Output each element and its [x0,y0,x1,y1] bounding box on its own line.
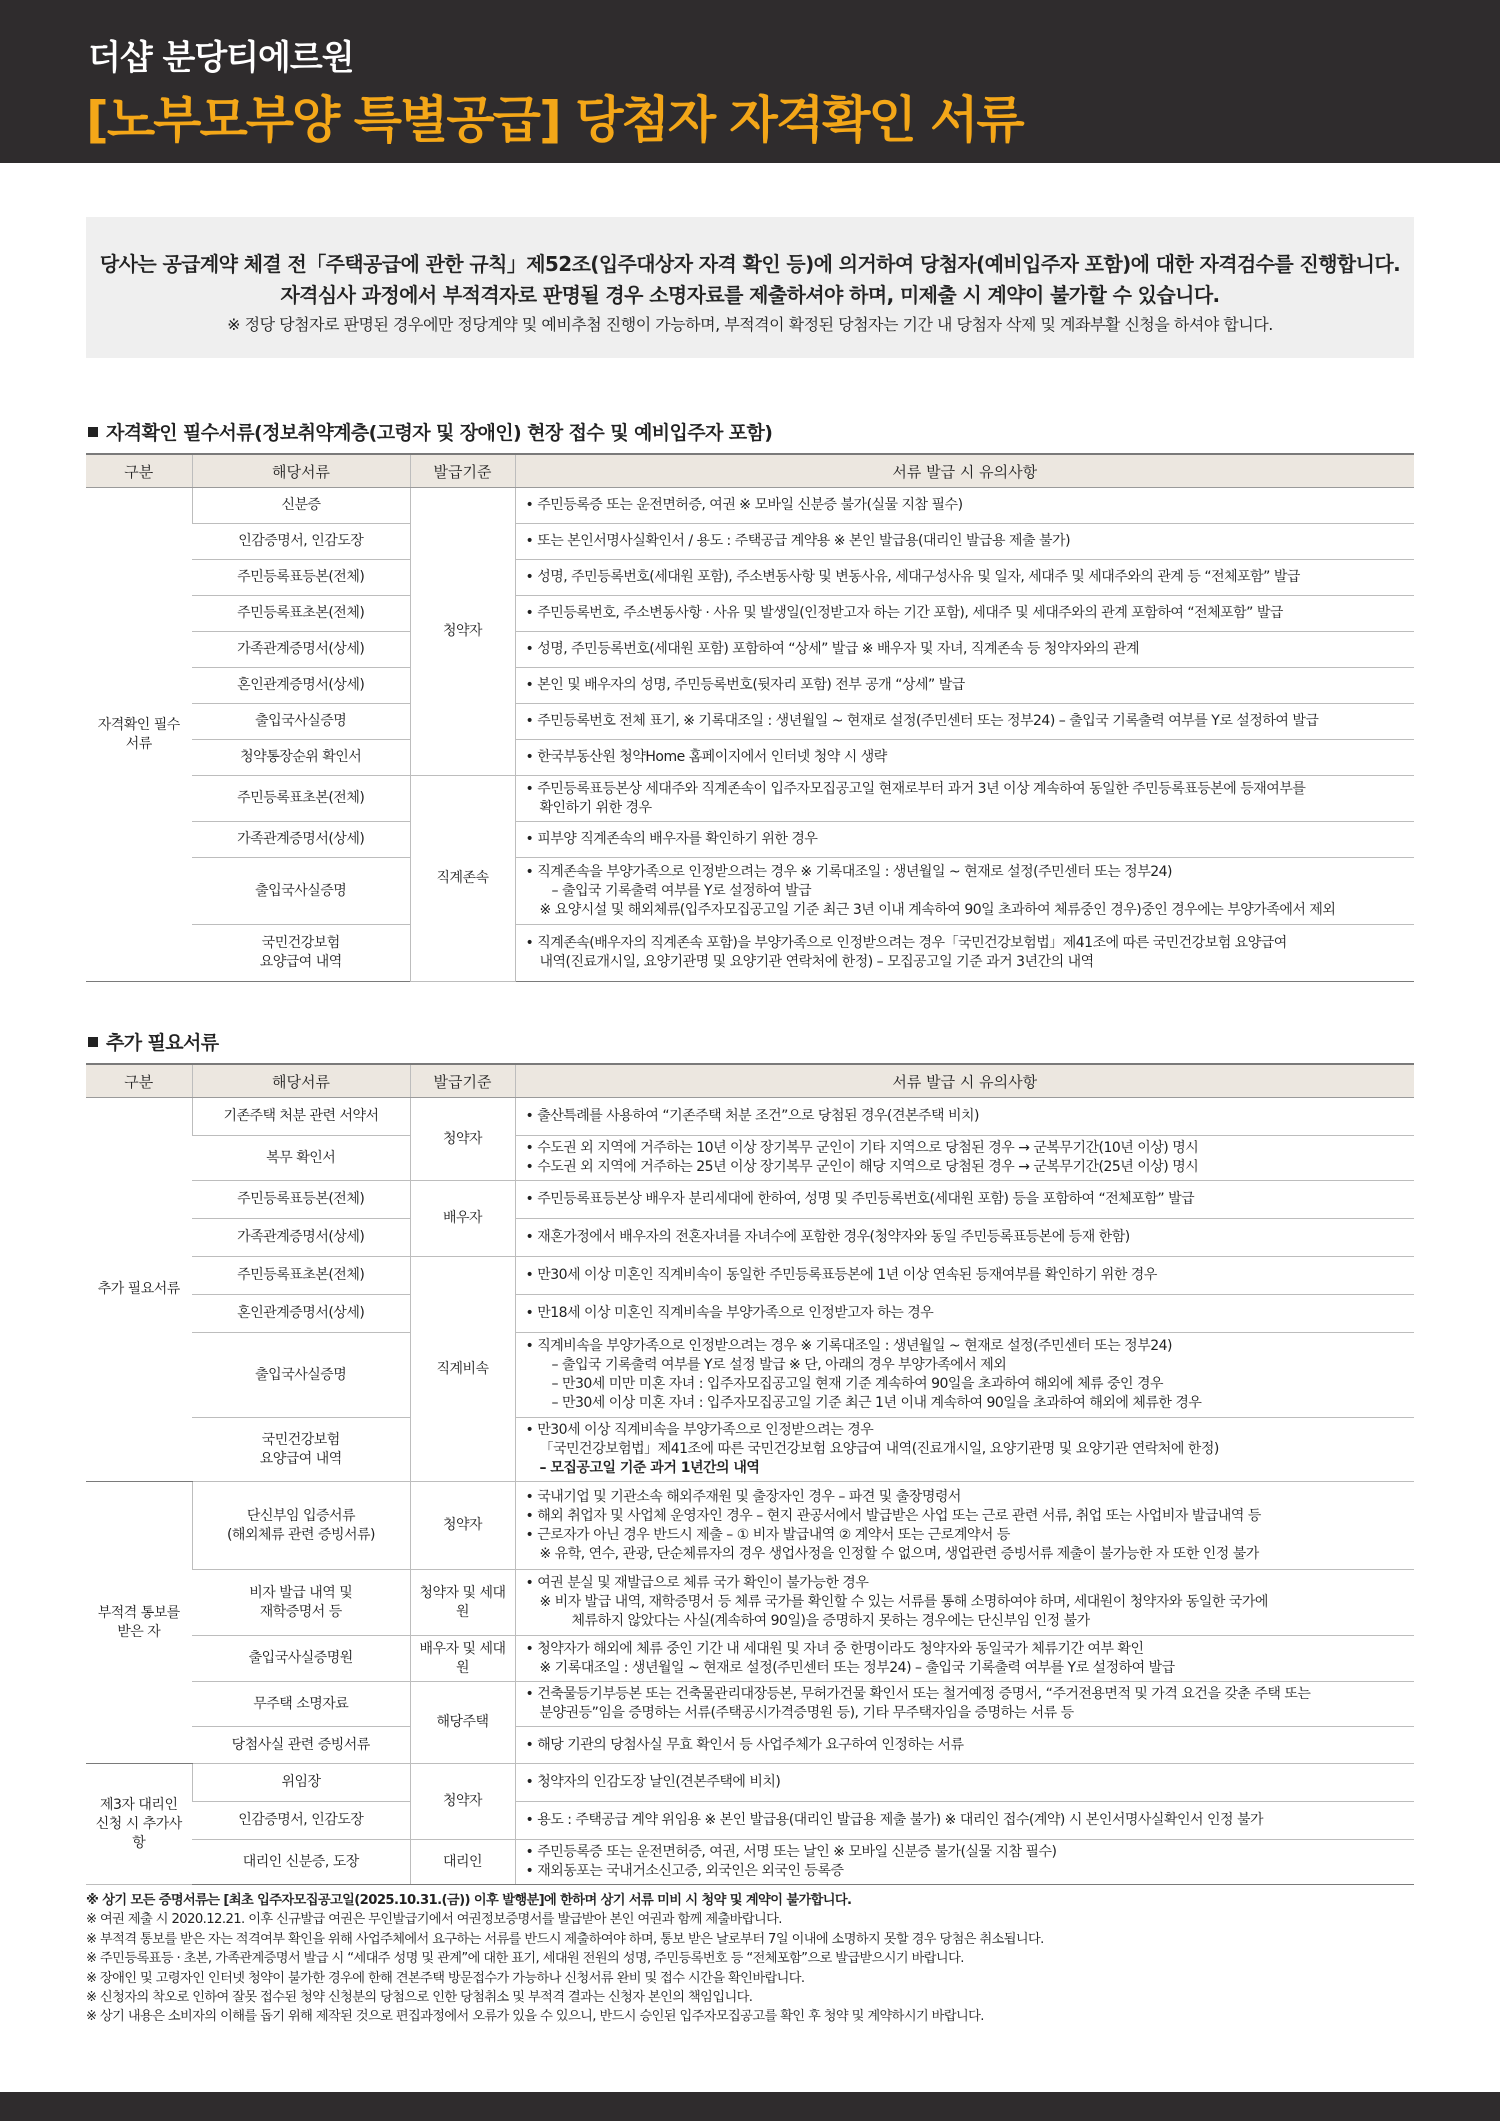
document-notes: • 피부양 직계존속의 배우자를 확인하기 위한 경우 [515,822,1414,858]
document-notes: • 주민등록표등본상 세대주와 직계존속이 입주자모집공고일 현재로부터 과거 3년 이상 계속하여 동일한 주민등록표등본에 등재여부를 확인하기 위한 경우 [515,776,1414,822]
issue-basis: 직계비속 [410,1257,515,1482]
table-row [86,1136,1414,1181]
table-row [86,1098,1414,1136]
document-notes: • 국내기업 및 기관소속 해외주재원 및 출장자인 경우 – 파견 및 출장명령서 • 해외 취업자 및 사업체 운영자인 경우 – 현지 관공서에서 발급받은 사업 또는 근로 관련 서류, 취업 또는 사업비자 발급내역 등 • 근로자가 아닌 경우 반드시 제출 – ① 비자 발급내역 ② 계약서 또는 근로계약서 등 ※ 유학, 연수, 관광, 단순체류자의 경우 생업사정을 인정할 수 없으며, 생업관련 증빙서류 제출이 불가능한 자 또한 인정 불가 [515,1482,1414,1570]
table-row [86,596,1414,632]
notice-line-3: ※ 정당 당첨자로 판명된 경우에만 정당계약 및 예비추첨 진행이 가능하며, 부적격이 확정된 당첨자는 기간 내 당첨자 삭제 및 계좌부활 신청을 하셔야 합니다. [227,315,1273,334]
document-notes: • 또는 본인서명사실확인서 / 용도 : 주택공급 계약용 ※ 본인 발급용(대리인 발급용 제출 불가) [515,524,1414,560]
issue-basis: 배우자 [410,1181,515,1257]
table-row [86,488,1414,524]
document-name: 출입국사실증명원 [192,1636,410,1682]
document-name: 주민등록표초본(전체) [192,596,410,632]
document-name: 혼인관계증명서(상세) [192,668,410,704]
issue-basis: 청약자 [410,1098,515,1181]
issue-basis: 청약자 [410,488,515,776]
table-row [86,1840,1414,1885]
document-notes: • 출산특례를 사용하여 “기존주택 처분 조건”으로 당첨된 경우(견본주택 비치) [515,1098,1414,1136]
issue-basis: 해당주택 [410,1682,515,1764]
section-1-title: 자격확인 필수서류(정보취약계층(고령자 및 장애인) 현장 접수 및 예비입주자 포함) [88,418,772,445]
document-notes: • 주민등록번호, 주소변동사항 · 사유 및 발생일(인정받고자 하는 기간 포함), 세대주 및 세대주와의 관계 포함하여 “전체포함” 발급 [515,596,1414,632]
document-name: 가족관계증명서(상세) [192,1219,410,1257]
document-name: 국민건강보험 요양급여 내역 [192,1418,410,1482]
table-row [86,668,1414,704]
document-notes: • 직계존속을 부양가족으로 인정받으려는 경우 ※ 기록대조일 : 생년월일 ~ 현재로 설정(주민센터 또는 정부24) – 출입국 기록출력 여부를 Y로 설정하여 발급 ※ 요양시설 및 해외체류(입주자모집공고일 기준 최근 3년 이내 계속하여 90일 초과하여 체류중인 경우)중인 경우에는 부양가족에서 제외 [515,858,1414,925]
document-name: 주민등록표초본(전체) [192,1257,410,1295]
document-notes: • 해당 기관의 당첨사실 무효 확인서 등 사업주체가 요구하여 인정하는 서류 [515,1727,1414,1764]
table-row [86,1418,1414,1482]
document-name: 인감증명서, 인감도장 [192,1802,410,1840]
document-name: 주민등록표등본(전체) [192,560,410,596]
footer-bar [0,2092,1500,2121]
footnote: ※ 주민등록표등 · 초본, 가족관계증명서 발급 시 “세대주 성명 및 관계”에 대한 표기, 세대원 전원의 성명, 주민등록번호 등 “전체포함”으로 발급받으시기 바랍니다. [86,1951,964,1967]
document-name: 단신부임 입증서류 (해외체류 관련 증빙서류) [192,1482,410,1570]
footnote: ※ 상기 내용은 소비자의 이해를 돕기 위해 제작된 것으로 편집과정에서 오류가 있을 수 있으니, 반드시 승인된 입주자모집공고를 확인 후 청약 및 계약하시기 바랍니다. [86,2009,984,2025]
document-name: 혼인관계증명서(상세) [192,1295,410,1333]
table-row [86,1727,1414,1764]
document-notes: • 용도 : 주택공급 계약 위임용 ※ 본인 발급용(대리인 발급용 제출 불가) ※ 대리인 접수(계약) 시 본인서명사실확인서 인정 불가 [515,1802,1414,1840]
document-name: 위임장 [192,1764,410,1802]
document-notes: • 청약자의 인감도장 날인(견본주택에 비치) [515,1764,1414,1802]
square-bullet-icon [88,427,98,437]
document-notes: • 성명, 주민등록번호(세대원 포함) 포함하여 “상세” 발급 ※ 배우자 및 자녀, 직계존속 등 청약자와의 관계 [515,632,1414,668]
square-bullet-icon [88,1037,98,1047]
issue-basis: 청약자 및 세대원 [410,1570,515,1636]
notice-line-1: 당사는 공급계약 체결 전「주택공급에 관한 규칙」제52조(입주대상자 자격 확인 등)에 의거하여 당첨자(예비입주자 포함)에 대한 자격검수를 진행합니다. [99,252,1401,276]
table-row [86,704,1414,740]
issue-basis: 직계존속 [410,776,515,982]
additional-documents-table [86,1063,1414,1885]
table-row [86,776,1414,822]
document-name: 인감증명서, 인감도장 [192,524,410,560]
column-header: 발급기준 [410,1064,515,1098]
table-row [86,1257,1414,1295]
column-header: 서류 발급 시 유의사항 [515,454,1414,488]
document-name: 복무 확인서 [192,1136,410,1181]
category-cell: 부적격 통보를받은 자 [86,1482,192,1764]
document-name: 대리인 신분증, 도장 [192,1840,410,1885]
document-name: 주민등록표초본(전체) [192,776,410,822]
issue-basis: 청약자 [410,1764,515,1840]
table-row [86,1181,1414,1219]
footnote: ※ 신청자의 착오로 인하여 잘못 접수된 청약 신청분의 당첨으로 인한 당첨취소 및 부적격 결과는 신청자 본인의 책임입니다. [86,1990,753,2006]
table-row [86,1482,1414,1570]
column-header: 발급기준 [410,454,515,488]
table-row [86,632,1414,668]
category-cell: 자격확인 필수서류 [86,488,192,982]
document-notes: • 성명, 주민등록번호(세대원 포함), 주소변동사항 및 변동사유, 세대구성사유 및 일자, 세대주 및 세대주와의 관계 등 “전체포함” 발급 [515,560,1414,596]
footnote: ※ 여권 제출 시 2020.12.21. 이후 신규발급 여권은 무인발급기에서 여권정보증명서를 발급받아 본인 여권과 함께 제출바랍니다. [86,1912,782,1928]
document-notes: • 청약자가 해외에 체류 중인 기간 내 세대원 및 자녀 중 한명이라도 청약자와 동일국가 체류기간 여부 확인 ※ 기록대조일 : 생년월일 ~ 현재로 설정(주민센터 또는 정부24) – 출입국 기록출력 여부를 Y로 설정하여 발급 [515,1636,1414,1682]
document-notes: • 주민등록표등본상 배우자 분리세대에 한하여, 성명 및 주민등록번호(세대원 포함) 등을 포함하여 “전체포함” 발급 [515,1181,1414,1219]
table-row [86,1764,1414,1802]
table-row [86,1802,1414,1840]
category-cell: 제3자 대리인 신청 시 추가사항 [86,1764,192,1885]
category-cell: 추가 필요서류 [86,1098,192,1482]
table-header-row [86,1064,1414,1098]
document-notes: • 여권 분실 및 재발급으로 체류 국가 확인이 불가능한 경우 ※ 비자 발급 내역, 재학증명서 등 체류 국가를 확인할 수 있는 서류를 통해 소명하여야 하며, 세대원이 청약자와 동일한 국가에 체류하지 않았다는 사실(계속하여 90일)을 증명하지 못하는 경우에는 단신부임 인정 불가 [515,1570,1414,1636]
footnote: ※ 부적격 통보를 받은 자는 적격여부 확인을 위해 사업주체에서 요구하는 서류를 반드시 제출하여야 하며, 통보 받은 날로부터 7일 이내에 소명하지 못할 경우 당첨은 취소됩니다. [86,1931,1044,1947]
document-notes: • 수도권 외 지역에 거주하는 10년 이상 장기복무 군인이 기타 지역으로 당첨된 경우 → 군복무기간(10년 이상) 명시 • 수도권 외 지역에 거주하는 25년 이상 장기복무 군인이 해당 지역으로 당첨된 경우 → 군복무기간(25년 이상) 명시 [515,1136,1414,1181]
table-row [86,1295,1414,1333]
footnotes [86,1891,1414,2027]
document-name: 출입국사실증명 [192,1333,410,1418]
table-row [86,1219,1414,1257]
section-2-title: 추가 필요서류 [88,1028,219,1055]
document-notes: • 주민등록증 또는 운전면허증, 여권, 서명 또는 날인 ※ 모바일 신분증 불가(실물 지참 필수) • 재외동포는 국내거소신고증, 외국인은 외국인 등록증 [515,1840,1414,1885]
notice-line-2: 자격심사 과정에서 부적격자로 판명될 경우 소명자료를 제출하셔야 하며, 미제출 시 계약이 불가할 수 있습니다. [280,283,1220,307]
document-name: 출입국사실증명 [192,704,410,740]
column-header: 서류 발급 시 유의사항 [515,1064,1414,1098]
required-documents-table [86,453,1414,982]
document-notes: • 직계존속(배우자의 직계존속 포함)을 부양가족으로 인정받으려는 경우「국민건강보험법」제41조에 따른 국민건강보험 요양급여 내역(진료개시일, 요양기관명 및 요양기관 연락처에 한정) – 모집공고일 기준 과거 3년간의 내역 [515,925,1414,982]
table-row [86,524,1414,560]
table-row [86,1636,1414,1682]
issue-basis: 배우자 및 세대원 [410,1636,515,1682]
table-row [86,740,1414,776]
issue-basis: 청약자 [410,1482,515,1570]
document-name: 가족관계증명서(상세) [192,632,410,668]
column-header: 해당서류 [192,454,410,488]
table-header-row [86,454,1414,488]
column-header: 구분 [86,1064,192,1098]
document-notes: • 만30세 이상 미혼인 직계비속이 동일한 주민등록표등본에 1년 이상 연속된 등재여부를 확인하기 위한 경우 [515,1257,1414,1295]
footnote: ※ 장애인 및 고령자인 인터넷 청약이 불가한 경우에 한해 견본주택 방문접수가 가능하나 신청서류 완비 및 접수 시간을 확인바랍니다. [86,1970,805,1986]
project-name: 더샵 분당티에르원 [88,38,354,78]
document-notes: • 건축물등기부등본 또는 건축물관리대장등본, 무허가건물 확인서 또는 철거예정 증명서, “주거전용면적 및 가격 요건을 갖춘 주택 또는 분양권등”임을 증명하는 서류(주택공시가격증명원 등), 기타 무주택자임을 증명하는 서류 등 [515,1682,1414,1727]
document-name: 청약통장순위 확인서 [192,740,410,776]
table-row [86,560,1414,596]
footnote: ※ 상기 모든 증명서류는 [최초 입주자모집공고일(2025.10.31.(금)) 이후 발행분]에 한하며 상기 서류 미비 시 청약 및 계약이 불가합니다. [86,1893,852,1908]
document-name: 당첨사실 관련 증빙서류 [192,1727,410,1764]
document-name: 신분증 [192,488,410,524]
table-row [86,1570,1414,1636]
document-notes: • 만30세 이상 직계비속을 부양가족으로 인정받으려는 경우 「국민건강보험법」제41조에 따른 국민건강보험 요양급여 내역(진료개시일, 요양기관명 및 요양기관 연락처에 한정) – 모집공고일 기준 과거 1년간의 내역 [515,1418,1414,1482]
page-title: [노부모부양 특별공급] 당첨자 자격확인 서류 [86,91,1023,149]
document-name: 무주택 소명자료 [192,1682,410,1727]
table-row [86,858,1414,925]
document-name: 가족관계증명서(상세) [192,822,410,858]
document-name: 국민건강보험 요양급여 내역 [192,925,410,982]
page-header [0,0,1500,163]
document-notes: • 한국부동산원 청약Home 홈페이지에서 인터넷 청약 시 생략 [515,740,1414,776]
document-name: 기존주택 처분 관련 서약서 [192,1098,410,1136]
document-name: 출입국사실증명 [192,858,410,925]
column-header: 해당서류 [192,1064,410,1098]
document-name: 비자 발급 내역 및 재학증명서 등 [192,1570,410,1636]
document-notes: • 만18세 이상 미혼인 직계비속을 부양가족으로 인정받고자 하는 경우 [515,1295,1414,1333]
document-name: 주민등록표등본(전체) [192,1181,410,1219]
table-row [86,822,1414,858]
document-notes: • 본인 및 배우자의 성명, 주민등록번호(뒷자리 포함) 전부 공개 “상세” 발급 [515,668,1414,704]
notice-box [86,217,1414,358]
document-notes: • 재혼가정에서 배우자의 전혼자녀를 자녀수에 포함한 경우(청약자와 동일 주민등록표등본에 등재 한함) [515,1219,1414,1257]
column-header: 구분 [86,454,192,488]
document-notes: • 주민등록증 또는 운전면허증, 여권 ※ 모바일 신분증 불가(실물 지참 필수) [515,488,1414,524]
table-row [86,1682,1414,1727]
document-notes: • 직계비속을 부양가족으로 인정받으려는 경우 ※ 기록대조일 : 생년월일 ~ 현재로 설정(주민센터 또는 정부24) – 출입국 기록출력 여부를 Y로 설정 발급 ※ 단, 아래의 경우 부양가족에서 제외 – 만30세 미만 미혼 자녀 : 입주자모집공고일 현재 기준 계속하여 90일을 초과하여 해외에 체류 중인 경우 – 만30세 이상 미혼 자녀 : 입주자모집공고일 기준 최근 1년 이내 계속하여 90일을 초과하여 해외에 체류한 경우 [515,1333,1414,1418]
document-notes: • 주민등록번호 전체 표기, ※ 기록대조일 : 생년월일 ~ 현재로 설정(주민센터 또는 정부24) – 출입국 기록출력 여부를 Y로 설정하여 발급 [515,704,1414,740]
table-row [86,925,1414,982]
issue-basis: 대리인 [410,1840,515,1885]
table-row [86,1333,1414,1418]
